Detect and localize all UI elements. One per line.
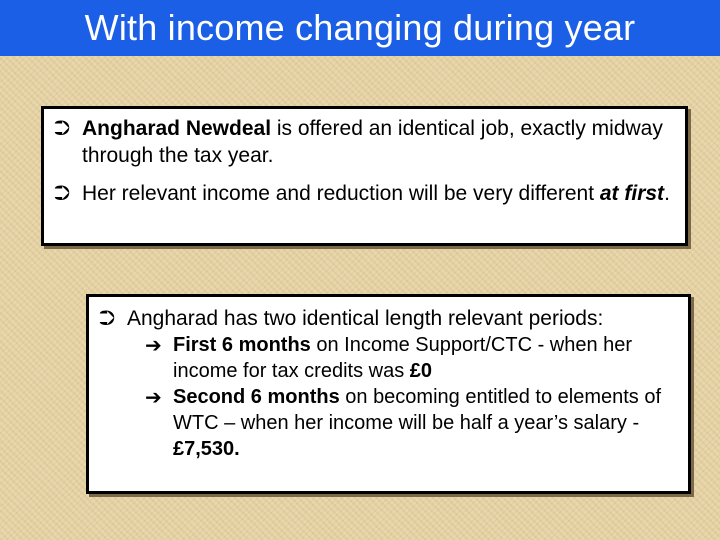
sub-bullet-item (97, 384, 680, 462)
sub-bullet-text: on becoming entitled to elements of WTC – when her income will be half a year’s salary - (173, 386, 662, 434)
bullet-item (52, 180, 677, 207)
curved-arrow-icon: ⮊ (99, 306, 115, 330)
period-label: First 6 months (173, 334, 311, 356)
emphasis-text: at first (599, 182, 665, 205)
bullet-text: Her relevant income and reduction will be very different (82, 182, 600, 205)
bullet-item (97, 305, 680, 332)
income-value: £0 (409, 360, 432, 382)
slide-title: With income changing during year (84, 7, 636, 48)
bullet-text: Angharad has two identical length relevant periods: (127, 307, 604, 330)
income-value: £7,530. (173, 438, 240, 460)
bullet-text: is offered an identical job, exactly midway through the tax year. (82, 117, 663, 167)
intro-box (41, 106, 688, 246)
person-name: Angharad Newdeal (82, 117, 272, 140)
bullet-end: . (664, 182, 670, 205)
curved-arrow-icon: ⮊ (54, 181, 70, 205)
sub-bullet-text: on Income Support/CTC - when her income for tax credits was (173, 334, 633, 382)
bullet-item (52, 115, 677, 169)
period-label: Second 6 months (173, 386, 340, 408)
sub-bullet-item (97, 332, 680, 384)
right-arrow-icon: ➔ (145, 385, 162, 409)
periods-box (86, 294, 691, 494)
right-arrow-icon: ➔ (145, 333, 162, 357)
title-bar (0, 0, 720, 56)
curved-arrow-icon: ⮊ (54, 116, 70, 140)
